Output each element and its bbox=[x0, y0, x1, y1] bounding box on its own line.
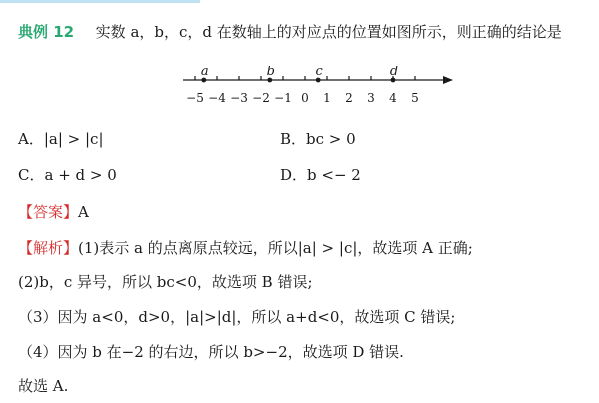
example-tag: 典例 12 bbox=[18, 23, 75, 41]
analysis-line-1 bbox=[18, 238, 473, 258]
tick-label: −4 bbox=[208, 91, 226, 105]
point-label-d: d bbox=[389, 66, 399, 79]
tick-label: 3 bbox=[367, 91, 375, 105]
tick-label: 5 bbox=[411, 91, 419, 105]
question-line bbox=[18, 22, 562, 42]
analysis-label: 【解析】 bbox=[18, 239, 79, 257]
tick-label: −5 bbox=[186, 91, 204, 105]
tick-label: 1 bbox=[323, 91, 331, 105]
option-a: A．|a| > |c| bbox=[18, 130, 104, 148]
tick-label: −3 bbox=[230, 91, 248, 105]
option-b: B．bc > 0 bbox=[280, 130, 356, 148]
tick-label: −2 bbox=[252, 91, 270, 105]
tick-label: 2 bbox=[345, 91, 353, 105]
analysis-line-3: （3）因为 a<0，d>0，|a|>|d|，所以 a+d<0，故选项 C 错误; bbox=[18, 308, 456, 326]
option-c: C．a + d > 0 bbox=[18, 166, 117, 184]
point-label-b: b bbox=[266, 66, 275, 79]
analysis-line-4: （4）因为 b 在−2 的右边，所以 b>−2，故选项 D 错误. bbox=[18, 343, 404, 361]
point-label-a: a bbox=[200, 66, 209, 79]
answer-value: A bbox=[78, 203, 89, 221]
tick-label: 0 bbox=[301, 91, 309, 105]
conclusion-line: 故选 A. bbox=[18, 377, 69, 395]
tick-label: −1 bbox=[274, 91, 292, 105]
corner-decoration bbox=[0, 0, 200, 8]
number-line bbox=[175, 66, 455, 110]
answer-label: 【答案】 bbox=[18, 203, 79, 221]
tick-label: 4 bbox=[389, 91, 397, 105]
answer-line bbox=[18, 202, 89, 222]
axis-arrow-icon bbox=[443, 76, 453, 84]
question-text: 实数 a，b，c，d 在数轴上的对应点的位置如图所示，则正确的结论是 bbox=[95, 23, 562, 41]
analysis-line-2: (2)b，c 异号，所以 bc<0，故选项 B 错误; bbox=[18, 273, 313, 291]
analysis-text-1: (1)表示 a 的点离原点较远，所以|a| > |c|，故选项 A 正确; bbox=[78, 239, 473, 257]
point-label-c: c bbox=[315, 66, 323, 79]
option-d: D．b <− 2 bbox=[280, 166, 361, 184]
